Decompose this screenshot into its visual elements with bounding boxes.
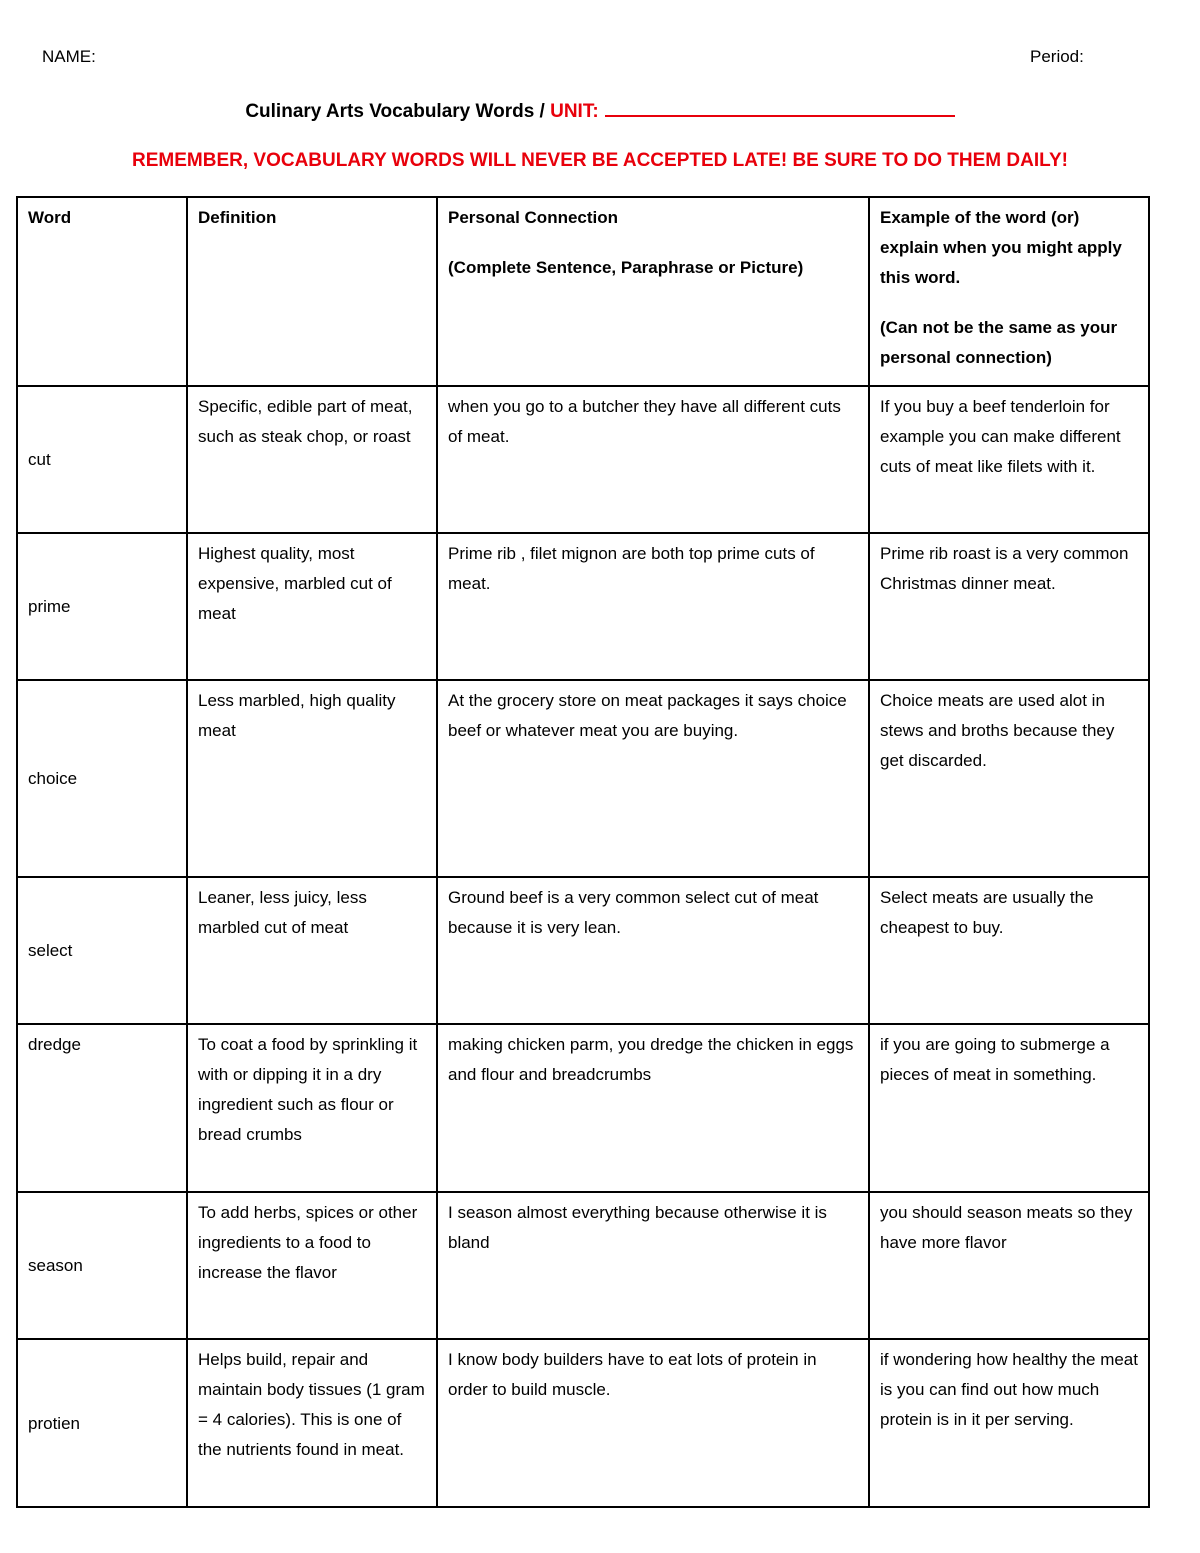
header-connection-title: Personal Connection bbox=[448, 208, 619, 227]
row-definition[interactable]: Highest quality, most expensive, marbled cut of meat bbox=[187, 533, 437, 680]
row-example[interactable]: Prime rib roast is a very common Christmas dinner meat. bbox=[869, 533, 1149, 680]
row-connection[interactable]: At the grocery store on meat packages it says choice beef or whatever meat you are buying. bbox=[437, 680, 869, 877]
row-word: prime bbox=[17, 533, 187, 680]
table-row bbox=[17, 1192, 1149, 1339]
vocabulary-table bbox=[16, 196, 1150, 1508]
table-row bbox=[17, 680, 1149, 877]
period-label: Period: bbox=[1030, 47, 1084, 66]
row-definition[interactable]: To coat a food by sprinkling it with or dipping it in a dry ingredient such as flour or bread crumbs bbox=[187, 1024, 437, 1192]
title-text: Culinary Arts Vocabulary Words / bbox=[245, 101, 551, 122]
row-word: season bbox=[17, 1192, 187, 1339]
table-row bbox=[17, 877, 1149, 1024]
table-row bbox=[17, 1024, 1149, 1192]
table-row bbox=[17, 386, 1149, 533]
row-example[interactable]: you should season meats so they have more flavor bbox=[869, 1192, 1149, 1339]
row-connection[interactable]: I know body builders have to eat lots of protein in order to build muscle. bbox=[437, 1339, 869, 1507]
row-connection[interactable]: making chicken parm, you dredge the chicken in eggs and flour and breadcrumbs bbox=[437, 1024, 869, 1192]
row-word: choice bbox=[17, 680, 187, 877]
row-definition[interactable]: Helps build, repair and maintain body tissues (1 gram = 4 calories). This is one of the nutrients found in meat. bbox=[187, 1339, 437, 1507]
unit-label: UNIT: bbox=[550, 101, 599, 122]
row-connection[interactable]: when you go to a butcher they have all different cuts of meat. bbox=[437, 386, 869, 533]
row-word: select bbox=[17, 877, 187, 1024]
row-example[interactable]: if you are going to submerge a pieces of meat in something. bbox=[869, 1024, 1149, 1192]
row-example[interactable]: Choice meats are used alot in stews and broths because they get discarded. bbox=[869, 680, 1149, 877]
page-title bbox=[0, 97, 1200, 123]
header-word: Word bbox=[17, 197, 187, 386]
header-definition: Definition bbox=[187, 197, 437, 386]
header-example-note: (Can not be the same as your personal connection) bbox=[880, 318, 1118, 367]
table-header-row bbox=[17, 197, 1149, 386]
header-connection bbox=[437, 197, 869, 386]
row-connection[interactable]: I season almost everything because otherwise it is bland bbox=[437, 1192, 869, 1339]
table-row bbox=[17, 533, 1149, 680]
row-definition[interactable]: Less marbled, high quality meat bbox=[187, 680, 437, 877]
row-definition[interactable]: Leaner, less juicy, less marbled cut of meat bbox=[187, 877, 437, 1024]
reminder-notice: REMEMBER, VOCABULARY WORDS WILL NEVER BE ACCEPTED LATE! BE SURE TO DO THEM DAILY! bbox=[132, 150, 1068, 171]
row-connection[interactable]: Prime rib , filet mignon are both top prime cuts of meat. bbox=[437, 533, 869, 680]
name-label: NAME: bbox=[42, 47, 96, 66]
row-example[interactable]: If you buy a beef tenderloin for example you can make different cuts of meat like filets with it. bbox=[869, 386, 1149, 533]
unit-blank-line[interactable] bbox=[605, 97, 955, 117]
header-example bbox=[869, 197, 1149, 386]
row-word: dredge bbox=[17, 1024, 187, 1192]
row-definition[interactable]: To add herbs, spices or other ingredients to a food to increase the flavor bbox=[187, 1192, 437, 1339]
header-example-title: Example of the word (or) explain when you might apply this word. bbox=[880, 208, 1122, 287]
row-definition[interactable]: Specific, edible part of meat, such as steak chop, or roast bbox=[187, 386, 437, 533]
header-connection-note: (Complete Sentence, Paraphrase or Picture) bbox=[448, 258, 804, 277]
table-row bbox=[17, 1339, 1149, 1507]
row-connection[interactable]: Ground beef is a very common select cut of meat because it is very lean. bbox=[437, 877, 869, 1024]
row-example[interactable]: if wondering how healthy the meat is you can find out how much protein is in it per serving. bbox=[869, 1339, 1149, 1507]
row-example[interactable]: Select meats are usually the cheapest to buy. bbox=[869, 877, 1149, 1024]
row-word: cut bbox=[17, 386, 187, 533]
row-word: protien bbox=[17, 1339, 187, 1507]
